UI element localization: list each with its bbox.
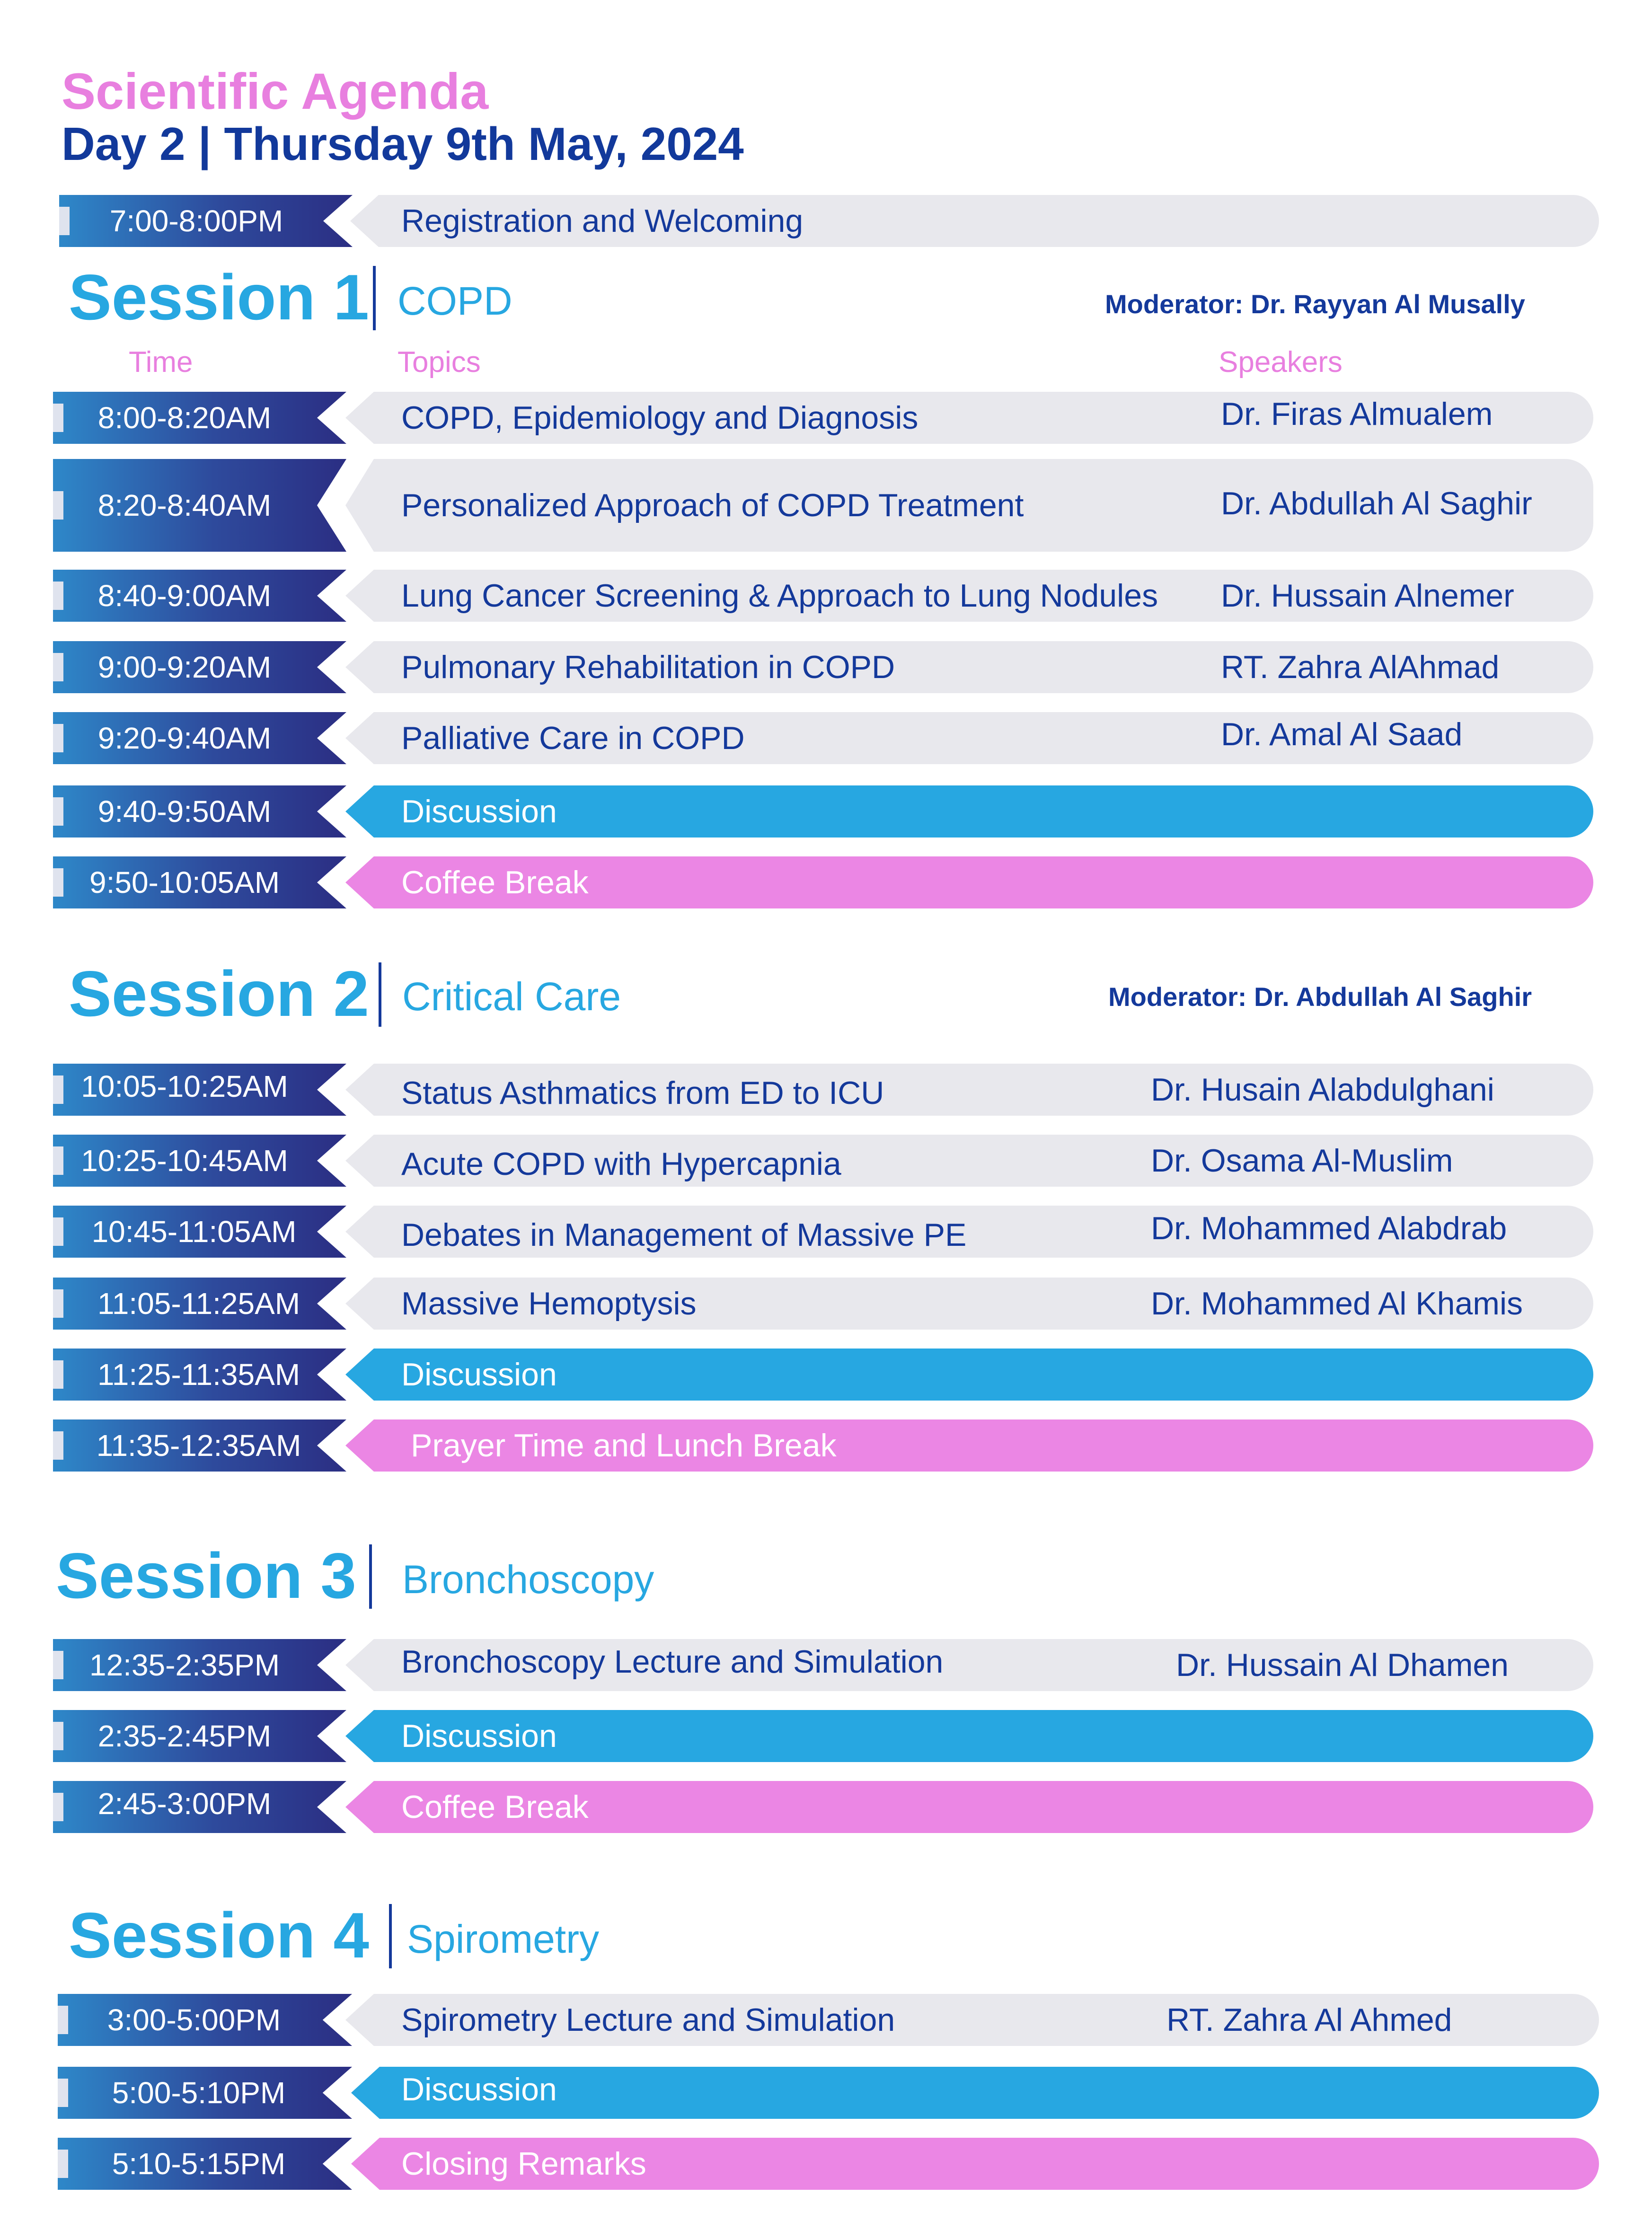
topic-label: Closing Remarks: [401, 2146, 646, 2182]
topic-label: Pulmonary Rehabilitation in COPD: [401, 649, 895, 685]
session-2-row-1: [0, 1064, 1652, 1116]
session-1-divider: [373, 266, 376, 330]
session-3-name: Bronchoscopy: [402, 1557, 654, 1602]
topic-label: Discussion: [401, 793, 557, 829]
speaker-label: Dr. Abdullah Al Saghir: [1221, 485, 1532, 521]
speaker-label: Dr. Husain Alabdulghani: [1151, 1072, 1494, 1108]
session-4-divider: [389, 1904, 392, 1968]
time-label: 10:05-10:25AM: [81, 1069, 288, 1103]
badge-tab-decoration: [53, 1217, 63, 1246]
badge-tab-decoration: [59, 207, 70, 235]
session-1-row-1: [0, 392, 1652, 444]
session-2-moderator: Moderator: Dr. Abdullah Al Saghir: [1108, 982, 1532, 1012]
time-label: 8:40-9:00AM: [97, 579, 272, 613]
topic-label: COPD, Epidemiology and Diagnosis: [401, 400, 919, 436]
time-label: 11:35-12:35AM: [96, 1428, 301, 1463]
topic-label: Discussion: [401, 1357, 557, 1393]
speaker-label: Dr. Osama Al-Muslim: [1151, 1143, 1453, 1179]
session-1-label: Session 1: [69, 261, 369, 333]
topic-label: Status Asthmatics from ED to ICU: [401, 1075, 884, 1111]
session-4-name: Spirometry: [407, 1917, 600, 1961]
session-4-row-1: [0, 1994, 1652, 2046]
session-1-name: COPD: [398, 279, 512, 323]
session-3-row-1: [0, 1639, 1652, 1691]
badge-tab-decoration: [53, 1289, 63, 1318]
column-head-speakers: Speakers: [1219, 346, 1343, 379]
session-1-row-2: [0, 459, 1652, 552]
registration-row: [0, 195, 1652, 247]
time-label: 8:00-8:20AM: [97, 401, 272, 435]
time-label: 11:25-11:35AM: [97, 1358, 300, 1392]
time-label: 12:35-2:35PM: [89, 1648, 280, 1682]
topic-label: Personalized Approach of COPD Treatment: [401, 487, 1024, 523]
badge-tab-decoration: [53, 1360, 63, 1389]
topic-label: Lung Cancer Screening & Approach to Lung Nodules: [401, 578, 1158, 614]
speaker-label: RT. Zahra AlAhmad: [1221, 649, 1500, 685]
time-label: 9:40-9:50AM: [97, 794, 272, 829]
topic-label: Acute COPD with Hypercapnia: [401, 1146, 841, 1182]
time-label: 9:50-10:05AM: [89, 865, 280, 899]
time-label: 7:00-8:00PM: [109, 204, 283, 238]
session-4-row-3: [0, 2138, 1652, 2190]
topic-label: Prayer Time and Lunch Break: [411, 1428, 837, 1463]
time-label: 5:10-5:15PM: [112, 2147, 286, 2181]
session-1-row-7: [0, 856, 1652, 908]
speaker-label: Dr. Hussain Alnemer: [1221, 578, 1514, 614]
session-3-row-2: [0, 1710, 1652, 1762]
session-2-row-3: [0, 1206, 1652, 1258]
topic-label: Massive Hemoptysis: [401, 1286, 697, 1322]
session-2-row-6: [0, 1419, 1652, 1472]
page-subtitle: Day 2 | Thursday 9th May, 2024: [62, 118, 744, 170]
topic-label: Discussion: [401, 1718, 557, 1754]
badge-tab-decoration: [58, 2150, 68, 2178]
session-3-divider: [369, 1544, 372, 1609]
column-head-topics: Topics: [398, 346, 481, 379]
time-label: 11:05-11:25AM: [97, 1287, 300, 1321]
session-4-label: Session 4: [69, 1899, 369, 1971]
speaker-label: Dr. Firas Almualem: [1221, 396, 1493, 432]
session-1-row-4: [0, 641, 1652, 693]
column-head-time: Time: [129, 346, 193, 379]
session-2-label: Session 2: [69, 958, 369, 1030]
time-label: 3:00-5:00PM: [107, 2003, 281, 2037]
topic-label: Debates in Management of Massive PE: [401, 1217, 967, 1253]
topic-label: Discussion: [401, 2072, 557, 2107]
time-label: 5:00-5:10PM: [112, 2076, 286, 2110]
time-label: 10:45-11:05AM: [91, 1215, 297, 1249]
speaker-label: Dr. Hussain Al Dhamen: [1176, 1647, 1509, 1683]
speaker-label: RT. Zahra Al Ahmed: [1166, 2002, 1452, 2038]
topic-label: Bronchoscopy Lecture and Simulation: [401, 1644, 944, 1680]
topic-label: Coffee Break: [401, 864, 589, 900]
page-title: Scientific Agenda: [62, 62, 489, 120]
speaker-label: Dr. Mohammed Alabdrab: [1151, 1210, 1507, 1246]
session-2-divider: [379, 962, 381, 1027]
badge-tab-decoration: [53, 1431, 63, 1460]
session-4-row-2: [0, 2067, 1652, 2119]
time-label: 2:35-2:45PM: [97, 1719, 272, 1753]
speaker-label: Dr. Amal Al Saad: [1221, 716, 1463, 752]
topic-label: Spirometry Lecture and Simulation: [401, 2002, 895, 2038]
session-2-name: Critical Care: [402, 974, 621, 1019]
session-2-row-2: [0, 1135, 1652, 1187]
session-2-row-5: [0, 1349, 1652, 1401]
topic-label: Coffee Break: [401, 1789, 589, 1825]
session-1-row-5: [0, 712, 1652, 764]
session-3-row-3: [0, 1781, 1652, 1833]
session-2-row-4: [0, 1278, 1652, 1330]
topic-label: Palliative Care in COPD: [401, 720, 745, 756]
time-label: 9:00-9:20AM: [97, 650, 272, 684]
session-1-moderator: Moderator: Dr. Rayyan Al Musally: [1105, 289, 1525, 319]
session-1-row-3: [0, 570, 1652, 622]
time-label: 8:20-8:40AM: [97, 488, 272, 522]
time-label: 10:25-10:45AM: [81, 1144, 288, 1178]
time-label: 2:45-3:00PM: [97, 1787, 272, 1821]
badge-tab-decoration: [58, 2079, 68, 2107]
speaker-label: Dr. Mohammed Al Khamis: [1151, 1286, 1523, 1322]
session-3-label: Session 3: [56, 1540, 356, 1612]
time-label: 9:20-9:40AM: [97, 721, 272, 755]
topic-label: Registration and Welcoming: [401, 203, 804, 239]
session-1-row-6: [0, 785, 1652, 837]
